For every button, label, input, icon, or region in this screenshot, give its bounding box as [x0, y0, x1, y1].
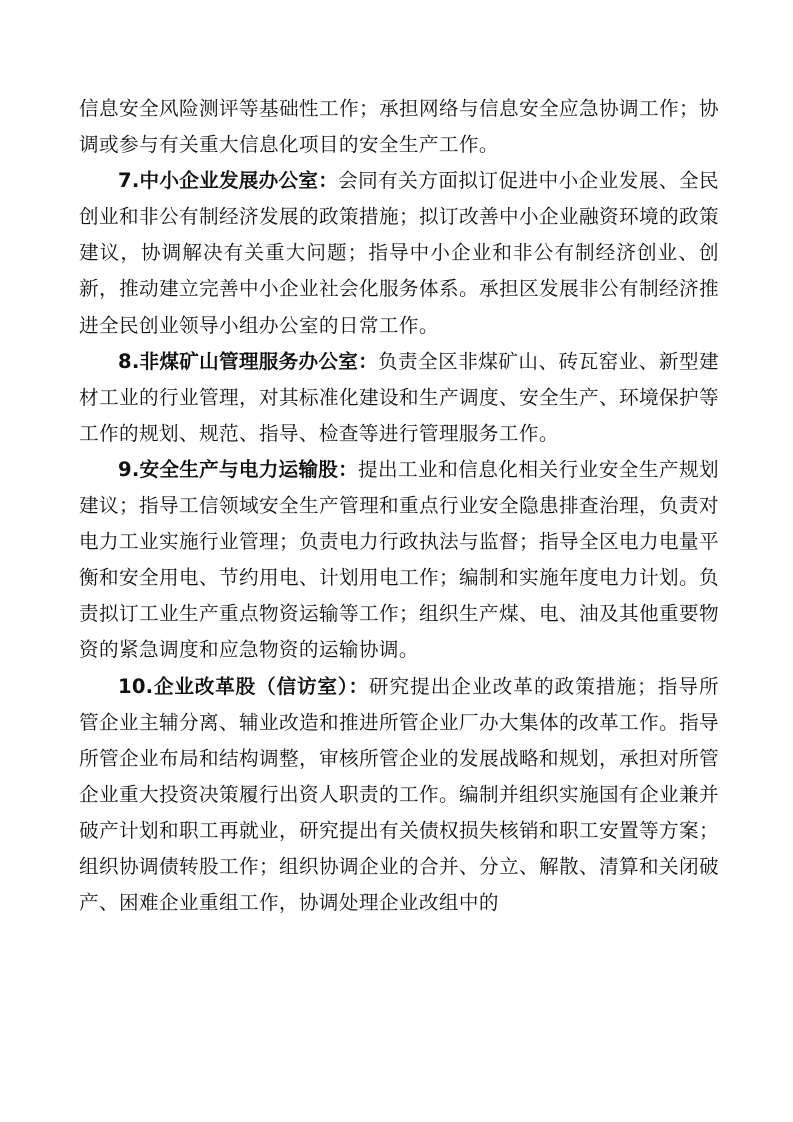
paragraph-enterprise-reform	[79, 669, 719, 922]
paragraph-sme-office	[79, 163, 719, 343]
paragraph-safety-power	[79, 452, 719, 669]
paragraph-mining-office	[79, 344, 719, 452]
section-heading-9: 9.安全生产与电力运输股：	[118, 457, 358, 481]
paragraph-text: 研究提出企业改革的政策措施；指导所管企业主辅分离、辅业改造和推进所管企业厂办大集体的改革工作。指导所管企业布局和结构调整，审核所管企业的发展战略和规划，承担对所管企业重大投资决策履行出资人职责的工作。编制并组织实施国有企业兼并破产计划和职工再就业，研究提出有关债权损失核销和职工安置等方案；组织协调债转股工作；组织协调企业的合并、分立、解散、清算和关闭破产、困难企业重组工作，协调处理企业改组中的	[79, 674, 719, 915]
section-heading-10: 10.企业改革股（信访室）：	[118, 674, 369, 698]
section-heading-7: 7.中小企业发展办公室：	[118, 169, 339, 193]
paragraph-continuation	[79, 91, 719, 163]
paragraph-text: 信息安全风险测评等基础性工作；承担网络与信息安全应急协调工作；协调或参与有关重大信息化项目的安全生产工作。	[79, 97, 719, 157]
document-body	[79, 91, 719, 921]
paragraph-text: 负责全区非煤矿山、砖瓦窑业、新型建材工业的行业管理，对其标准化建设和生产调度、安全生产、环境保护等工作的规划、规范、指导、检查等进行管理服务工作。	[79, 349, 719, 445]
section-heading-8: 8.非煤矿山管理服务办公室：	[118, 349, 378, 373]
paragraph-text: 提出工业和信息化相关行业安全生产规划建议；指导工信领域安全生产管理和重点行业安全隐患排查治理，负责对电力工业实施行业管理；负责电力行政执法与监督；指导全区电力电量平衡和安全用电、节约用电、计划用电工作；编制和实施年度电力计划。负责拟订工业生产重点物资运输等工作；组织生产煤、电、油及其他重要物资的紧急调度和应急物资的运输协调。	[79, 457, 719, 662]
paragraph-text: 会同有关方面拟订促进中小企业发展、全民创业和非公有制经济发展的政策措施；拟订改善中小企业融资环境的政策建议，协调解决有关重大问题；指导中小企业和非公有制经济创业、创新，推动建立完善中小企业社会化服务体系。承担区发展非公有制经济推进全民创业领导小组办公室的日常工作。	[79, 169, 719, 337]
